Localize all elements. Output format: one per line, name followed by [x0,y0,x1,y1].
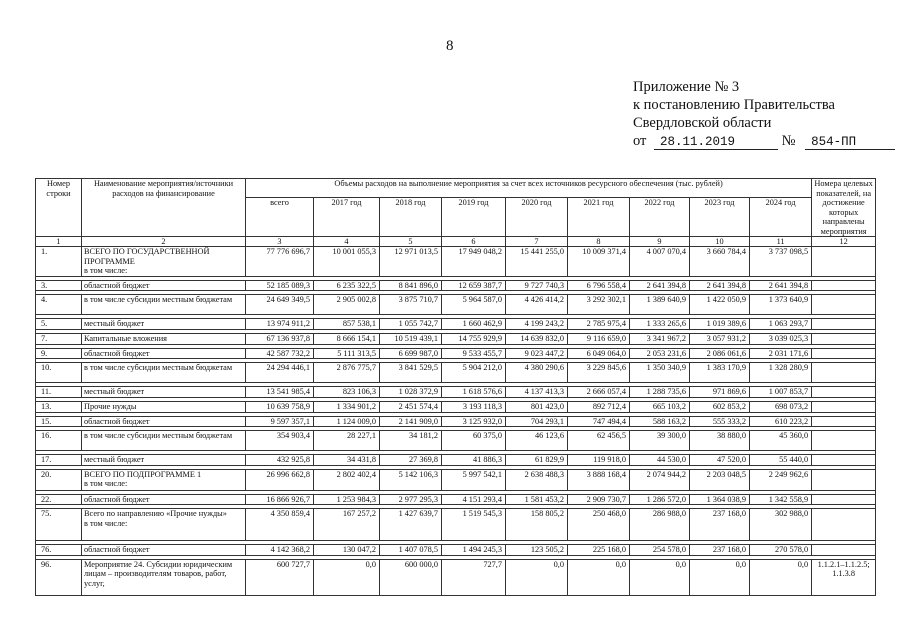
header-targets: Номера целевых показателей, на достижение которых направлены мероприятия [812,179,876,237]
value-year-cell: 1 618 576,6 [442,387,506,398]
value-total-cell: 13 541 985,4 [246,387,314,398]
row-name-cell [82,431,246,451]
value-year-cell: 0,0 [630,559,690,595]
value-year-cell: 2 977 295,3 [380,494,442,505]
table-row [36,280,876,291]
appendix-title: Приложение № 3 [633,79,740,95]
value-year-cell: 665 103,2 [630,401,690,412]
row-subcaption: в том числе: [84,479,128,488]
column-index: 5 [380,237,442,247]
value-year-cell: 892 712,4 [568,401,630,412]
date-prefix: от [633,133,647,149]
column-index-row [36,237,876,247]
value-year-cell: 254 578,0 [630,545,690,556]
value-year-cell: 1 427 639,7 [380,509,442,541]
value-year-cell: 10 009 371,4 [568,247,630,277]
header-volumes: Объемы расходов на выполнение мероприятия за счет всех источников ресурсного обеспечения (тыс. рублей) [246,179,812,198]
column-index: 10 [690,237,750,247]
value-year-cell: 15 441 255,0 [506,247,568,277]
row-number-cell: 11. [36,387,82,398]
value-year-cell: 237 168,0 [690,509,750,541]
value-year-cell: 12 971 013,5 [380,247,442,277]
row-name-cell [82,348,246,359]
value-total-cell: 13 974 911,2 [246,319,314,330]
table-row [36,416,876,427]
row-name-cell [82,319,246,330]
target-indicators-cell [812,387,876,398]
column-index: 6 [442,237,506,247]
value-year-cell: 45 360,0 [750,431,812,451]
table-row [36,559,876,595]
row-name-cell [82,469,246,490]
value-year-cell: 270 578,0 [750,545,812,556]
value-year-cell: 2 203 048,5 [690,469,750,490]
row-name: областной бюджет [84,545,150,554]
value-year-cell: 9 727 740,3 [506,280,568,291]
table-row [36,401,876,412]
appendix-date-line [633,132,895,150]
row-name-cell [82,559,246,595]
value-year-cell: 10 001 055,3 [314,247,380,277]
value-total-cell: 600 727,7 [246,559,314,595]
table-row [36,295,876,315]
value-year-cell: 4 137 413,3 [506,387,568,398]
value-year-cell: 9 116 659,0 [568,333,630,344]
value-total-cell: 77 776 696,7 [246,247,314,277]
value-year-cell: 2 074 944,2 [630,469,690,490]
target-indicators-cell: 1.1.2.1–1.1.2.5; 1.1.3.8 [812,559,876,595]
value-year-cell: 1 286 572,0 [630,494,690,505]
value-year-cell: 1 334 901,2 [314,401,380,412]
value-year-cell: 555 333,2 [690,416,750,427]
value-year-cell: 47 520,0 [690,455,750,466]
value-year-cell: 2 785 975,4 [568,319,630,330]
value-year-cell: 167 257,2 [314,509,380,541]
value-year-cell: 10 519 439,1 [380,333,442,344]
target-indicators-cell [812,363,876,383]
value-year-cell: 130 047,2 [314,545,380,556]
value-year-cell: 3 841 529,5 [380,363,442,383]
row-number-cell: 17. [36,455,82,466]
column-index: 3 [246,237,314,247]
value-year-cell: 28 227,1 [314,431,380,451]
value-year-cell: 1 019 389,6 [690,319,750,330]
value-year-cell: 1 581 453,2 [506,494,568,505]
row-name-cell [82,416,246,427]
row-number-cell: 76. [36,545,82,556]
value-year-cell: 9 533 455,7 [442,348,506,359]
value-year-cell: 1 253 984,3 [314,494,380,505]
row-number-cell: 9. [36,348,82,359]
value-year-cell: 823 106,3 [314,387,380,398]
value-year-cell: 3 193 118,3 [442,401,506,412]
value-year-cell: 588 163,2 [630,416,690,427]
value-year-cell: 286 988,0 [630,509,690,541]
value-total-cell: 16 866 926,7 [246,494,314,505]
value-year-cell: 600 000,0 [380,559,442,595]
header-year: 2017 год [314,198,380,237]
value-year-cell: 704 293,1 [506,416,568,427]
column-index: 7 [506,237,568,247]
value-year-cell: 0,0 [314,559,380,595]
value-total-cell: 24 294 446,1 [246,363,314,383]
row-number-cell: 22. [36,494,82,505]
value-year-cell: 3 875 710,7 [380,295,442,315]
value-year-cell: 971 869,6 [690,387,750,398]
value-total-cell: 4 350 859,4 [246,509,314,541]
target-indicators-cell [812,469,876,490]
row-name: Всего по направлению «Прочие нужды» [84,509,227,518]
column-index: 8 [568,237,630,247]
table-row [36,494,876,505]
table-row [36,319,876,330]
table-row [36,348,876,359]
value-year-cell: 2 141 909,0 [380,416,442,427]
header-year: 2021 год [568,198,630,237]
column-index: 4 [314,237,380,247]
value-year-cell: 123 505,2 [506,545,568,556]
value-total-cell: 42 587 732,2 [246,348,314,359]
column-index: 2 [82,237,246,247]
target-indicators-cell [812,545,876,556]
row-number-cell: 7. [36,333,82,344]
target-indicators-cell [812,401,876,412]
value-year-cell: 2 641 394,8 [690,280,750,291]
value-year-cell: 0,0 [690,559,750,595]
value-total-cell: 67 136 937,8 [246,333,314,344]
value-year-cell: 602 853,2 [690,401,750,412]
value-total-cell: 4 142 368,2 [246,545,314,556]
header-year: 2020 год [506,198,568,237]
value-year-cell: 225 168,0 [568,545,630,556]
value-year-cell: 2 666 057,4 [568,387,630,398]
value-year-cell: 61 829,9 [506,455,568,466]
row-subcaption: в том числе: [84,518,128,528]
value-year-cell: 55 440,0 [750,455,812,466]
row-name: ВСЕГО ПО ПОДПРОГРАММЕ 1 [84,469,202,479]
value-year-cell: 2 909 730,7 [568,494,630,505]
value-year-cell: 3 292 302,1 [568,295,630,315]
row-number-cell: 15. [36,416,82,427]
table-row [36,469,876,490]
value-year-cell: 2 451 574,4 [380,401,442,412]
value-year-cell: 0,0 [568,559,630,595]
value-year-cell: 34 181,2 [380,431,442,451]
value-year-cell: 2 249 962,6 [750,469,812,490]
target-indicators-cell [812,509,876,541]
value-total-cell: 432 925,8 [246,455,314,466]
row-subcaption: в том числе: [84,266,128,275]
value-year-cell: 6 235 322,5 [314,280,380,291]
row-number-cell: 3. [36,280,82,291]
row-name: в том числе субсидии местным бюджетам [84,363,233,372]
target-indicators-cell [812,319,876,330]
value-year-cell: 2 086 061,6 [690,348,750,359]
value-year-cell: 4 199 243,2 [506,319,568,330]
table-row [36,363,876,383]
value-year-cell: 60 375,0 [442,431,506,451]
header-year: 2022 год [630,198,690,237]
value-year-cell: 727,7 [442,559,506,595]
value-year-cell: 4 007 070,4 [630,247,690,277]
row-name-cell [82,280,246,291]
value-year-cell: 1 519 545,3 [442,509,506,541]
value-total-cell: 26 996 662,8 [246,469,314,490]
value-year-cell: 1 422 050,9 [690,295,750,315]
value-year-cell: 1 389 640,9 [630,295,690,315]
row-name: Мероприятие 24. Субсидии юридическим лицам – производителям товаров, работ, услуг, [84,559,233,588]
value-year-cell: 4 151 293,4 [442,494,506,505]
value-year-cell: 2 641 394,8 [750,280,812,291]
value-year-cell: 8 666 154,1 [314,333,380,344]
value-year-cell: 3 057 931,2 [690,333,750,344]
row-number-cell: 1. [36,247,82,277]
value-year-cell: 1 007 853,7 [750,387,812,398]
budget-table [35,178,876,596]
value-year-cell: 6 699 987,0 [380,348,442,359]
row-name-cell [82,387,246,398]
value-year-cell: 2 876 775,7 [314,363,380,383]
table-row [36,509,876,541]
target-indicators-cell [812,348,876,359]
row-name-cell [82,247,246,277]
value-year-cell: 3 341 967,2 [630,333,690,344]
value-year-cell: 2 031 171,6 [750,348,812,359]
value-year-cell: 0,0 [750,559,812,595]
value-year-cell: 6 049 064,0 [568,348,630,359]
value-year-cell: 801 423,0 [506,401,568,412]
value-year-cell: 1 660 462,9 [442,319,506,330]
value-year-cell: 1 383 170,9 [690,363,750,383]
appendix-header [633,78,895,150]
value-year-cell: 2 641 394,8 [630,280,690,291]
row-name: в том числе субсидии местным бюджетам [84,295,233,304]
row-name-cell [82,509,246,541]
value-year-cell: 62 456,5 [568,431,630,451]
resolution-date: 28.11.2019 [654,135,778,150]
row-name: областной бюджет [84,494,150,504]
value-year-cell: 3 888 168,4 [568,469,630,490]
row-number-cell: 10. [36,363,82,383]
value-year-cell: 1 364 038,9 [690,494,750,505]
header-row-number: Номер строки [36,179,82,237]
column-index: 11 [750,237,812,247]
appendix-resolution: к постановлению Правительства [633,97,835,113]
row-name: областной бюджет [84,348,150,358]
column-index: 12 [812,237,876,247]
row-name: местный бюджет [84,319,145,328]
value-year-cell: 1 328 280,9 [750,363,812,383]
target-indicators-cell [812,455,876,466]
page-number: 8 [446,38,454,54]
column-index: 1 [36,237,82,247]
value-year-cell: 3 039 025,3 [750,333,812,344]
value-year-cell: 158 805,2 [506,509,568,541]
value-year-cell: 747 494,4 [568,416,630,427]
value-year-cell: 2 905 002,8 [314,295,380,315]
table-row [36,545,876,556]
header-year: 2019 год [442,198,506,237]
value-year-cell: 14 639 832,0 [506,333,568,344]
value-year-cell: 14 755 929,9 [442,333,506,344]
value-year-cell: 46 123,6 [506,431,568,451]
row-name: Прочие нужды [84,401,137,411]
column-index: 9 [630,237,690,247]
value-year-cell: 4 380 290,6 [506,363,568,383]
row-name-cell [82,333,246,344]
target-indicators-cell [812,295,876,315]
table-row [36,455,876,466]
header-year: 2023 год [690,198,750,237]
value-year-cell: 12 659 387,7 [442,280,506,291]
header-year: 2018 год [380,198,442,237]
resolution-number: 854-ПП [805,135,895,150]
value-year-cell: 5 997 542,1 [442,469,506,490]
value-total-cell: 24 649 349,5 [246,295,314,315]
target-indicators-cell [812,494,876,505]
value-year-cell: 2 638 488,3 [506,469,568,490]
value-year-cell: 1 494 245,3 [442,545,506,556]
row-name: ВСЕГО ПО ГОСУДАРСТВЕННОЙ ПРОГРАММЕ [84,247,210,266]
row-name-cell [82,295,246,315]
value-year-cell: 34 431,8 [314,455,380,466]
value-year-cell: 8 841 896,0 [380,280,442,291]
row-number-cell: 5. [36,319,82,330]
value-year-cell: 250 468,0 [568,509,630,541]
value-year-cell: 857 538,1 [314,319,380,330]
target-indicators-cell [812,333,876,344]
value-year-cell: 3 229 845,6 [568,363,630,383]
table-row [36,387,876,398]
row-name: в том числе субсидии местным бюджетам [84,431,233,440]
value-year-cell: 1 028 372,9 [380,387,442,398]
row-name: областной бюджет [84,280,150,290]
value-total-cell: 10 639 758,9 [246,401,314,412]
value-year-cell: 1 350 340,9 [630,363,690,383]
row-number-cell: 75. [36,509,82,541]
value-year-cell: 698 073,2 [750,401,812,412]
value-year-cell: 6 796 558,4 [568,280,630,291]
value-year-cell: 1 288 735,6 [630,387,690,398]
row-number-cell: 20. [36,469,82,490]
value-total-cell: 9 597 357,1 [246,416,314,427]
row-name-cell [82,401,246,412]
value-year-cell: 38 880,0 [690,431,750,451]
value-year-cell: 119 918,0 [568,455,630,466]
value-year-cell: 1 063 293,7 [750,319,812,330]
value-year-cell: 5 904 212,0 [442,363,506,383]
row-name-cell [82,545,246,556]
row-number-cell: 4. [36,295,82,315]
value-year-cell: 39 300,0 [630,431,690,451]
header-name: Наименование мероприятия/источники расходов на финансирование [82,179,246,237]
number-prefix: № [781,133,796,149]
table-row [36,333,876,344]
appendix-region: Свердловской области [633,115,772,131]
value-year-cell: 1 124 009,0 [314,416,380,427]
value-year-cell: 1 342 558,9 [750,494,812,505]
value-year-cell: 27 369,8 [380,455,442,466]
target-indicators-cell [812,416,876,427]
value-year-cell: 44 530,0 [630,455,690,466]
header-total: всего [246,198,314,237]
value-year-cell: 41 886,3 [442,455,506,466]
value-year-cell: 3 125 932,0 [442,416,506,427]
value-year-cell: 237 168,0 [690,545,750,556]
row-number-cell: 96. [36,559,82,595]
row-name: областной бюджет [84,416,150,426]
value-year-cell: 1 373 640,9 [750,295,812,315]
value-year-cell: 1 333 265,6 [630,319,690,330]
row-name: местный бюджет [84,387,145,396]
value-year-cell: 9 023 447,2 [506,348,568,359]
value-total-cell: 52 185 089,3 [246,280,314,291]
table-row [36,247,876,277]
row-name-cell [82,363,246,383]
target-indicators-cell [812,280,876,291]
value-year-cell: 1 407 078,5 [380,545,442,556]
row-name-cell [82,455,246,466]
table-header-row [36,179,876,198]
value-year-cell: 17 949 048,2 [442,247,506,277]
value-year-cell: 2 802 402,4 [314,469,380,490]
value-year-cell: 610 223,2 [750,416,812,427]
row-name: местный бюджет [84,455,145,464]
value-year-cell: 1 055 742,7 [380,319,442,330]
value-year-cell: 0,0 [506,559,568,595]
target-indicators-cell [812,247,876,277]
value-year-cell: 3 737 098,5 [750,247,812,277]
value-year-cell: 4 426 414,2 [506,295,568,315]
row-number-cell: 13. [36,401,82,412]
value-year-cell: 3 660 784,4 [690,247,750,277]
target-indicators-cell [812,431,876,451]
table-row [36,431,876,451]
value-year-cell: 2 053 231,6 [630,348,690,359]
value-year-cell: 5 111 313,5 [314,348,380,359]
value-year-cell: 302 988,0 [750,509,812,541]
row-name: Капитальные вложения [84,333,167,343]
value-year-cell: 5 142 106,3 [380,469,442,490]
header-year: 2024 год [750,198,812,237]
value-year-cell: 5 964 587,0 [442,295,506,315]
row-number-cell: 16. [36,431,82,451]
value-total-cell: 354 903,4 [246,431,314,451]
row-name-cell [82,494,246,505]
